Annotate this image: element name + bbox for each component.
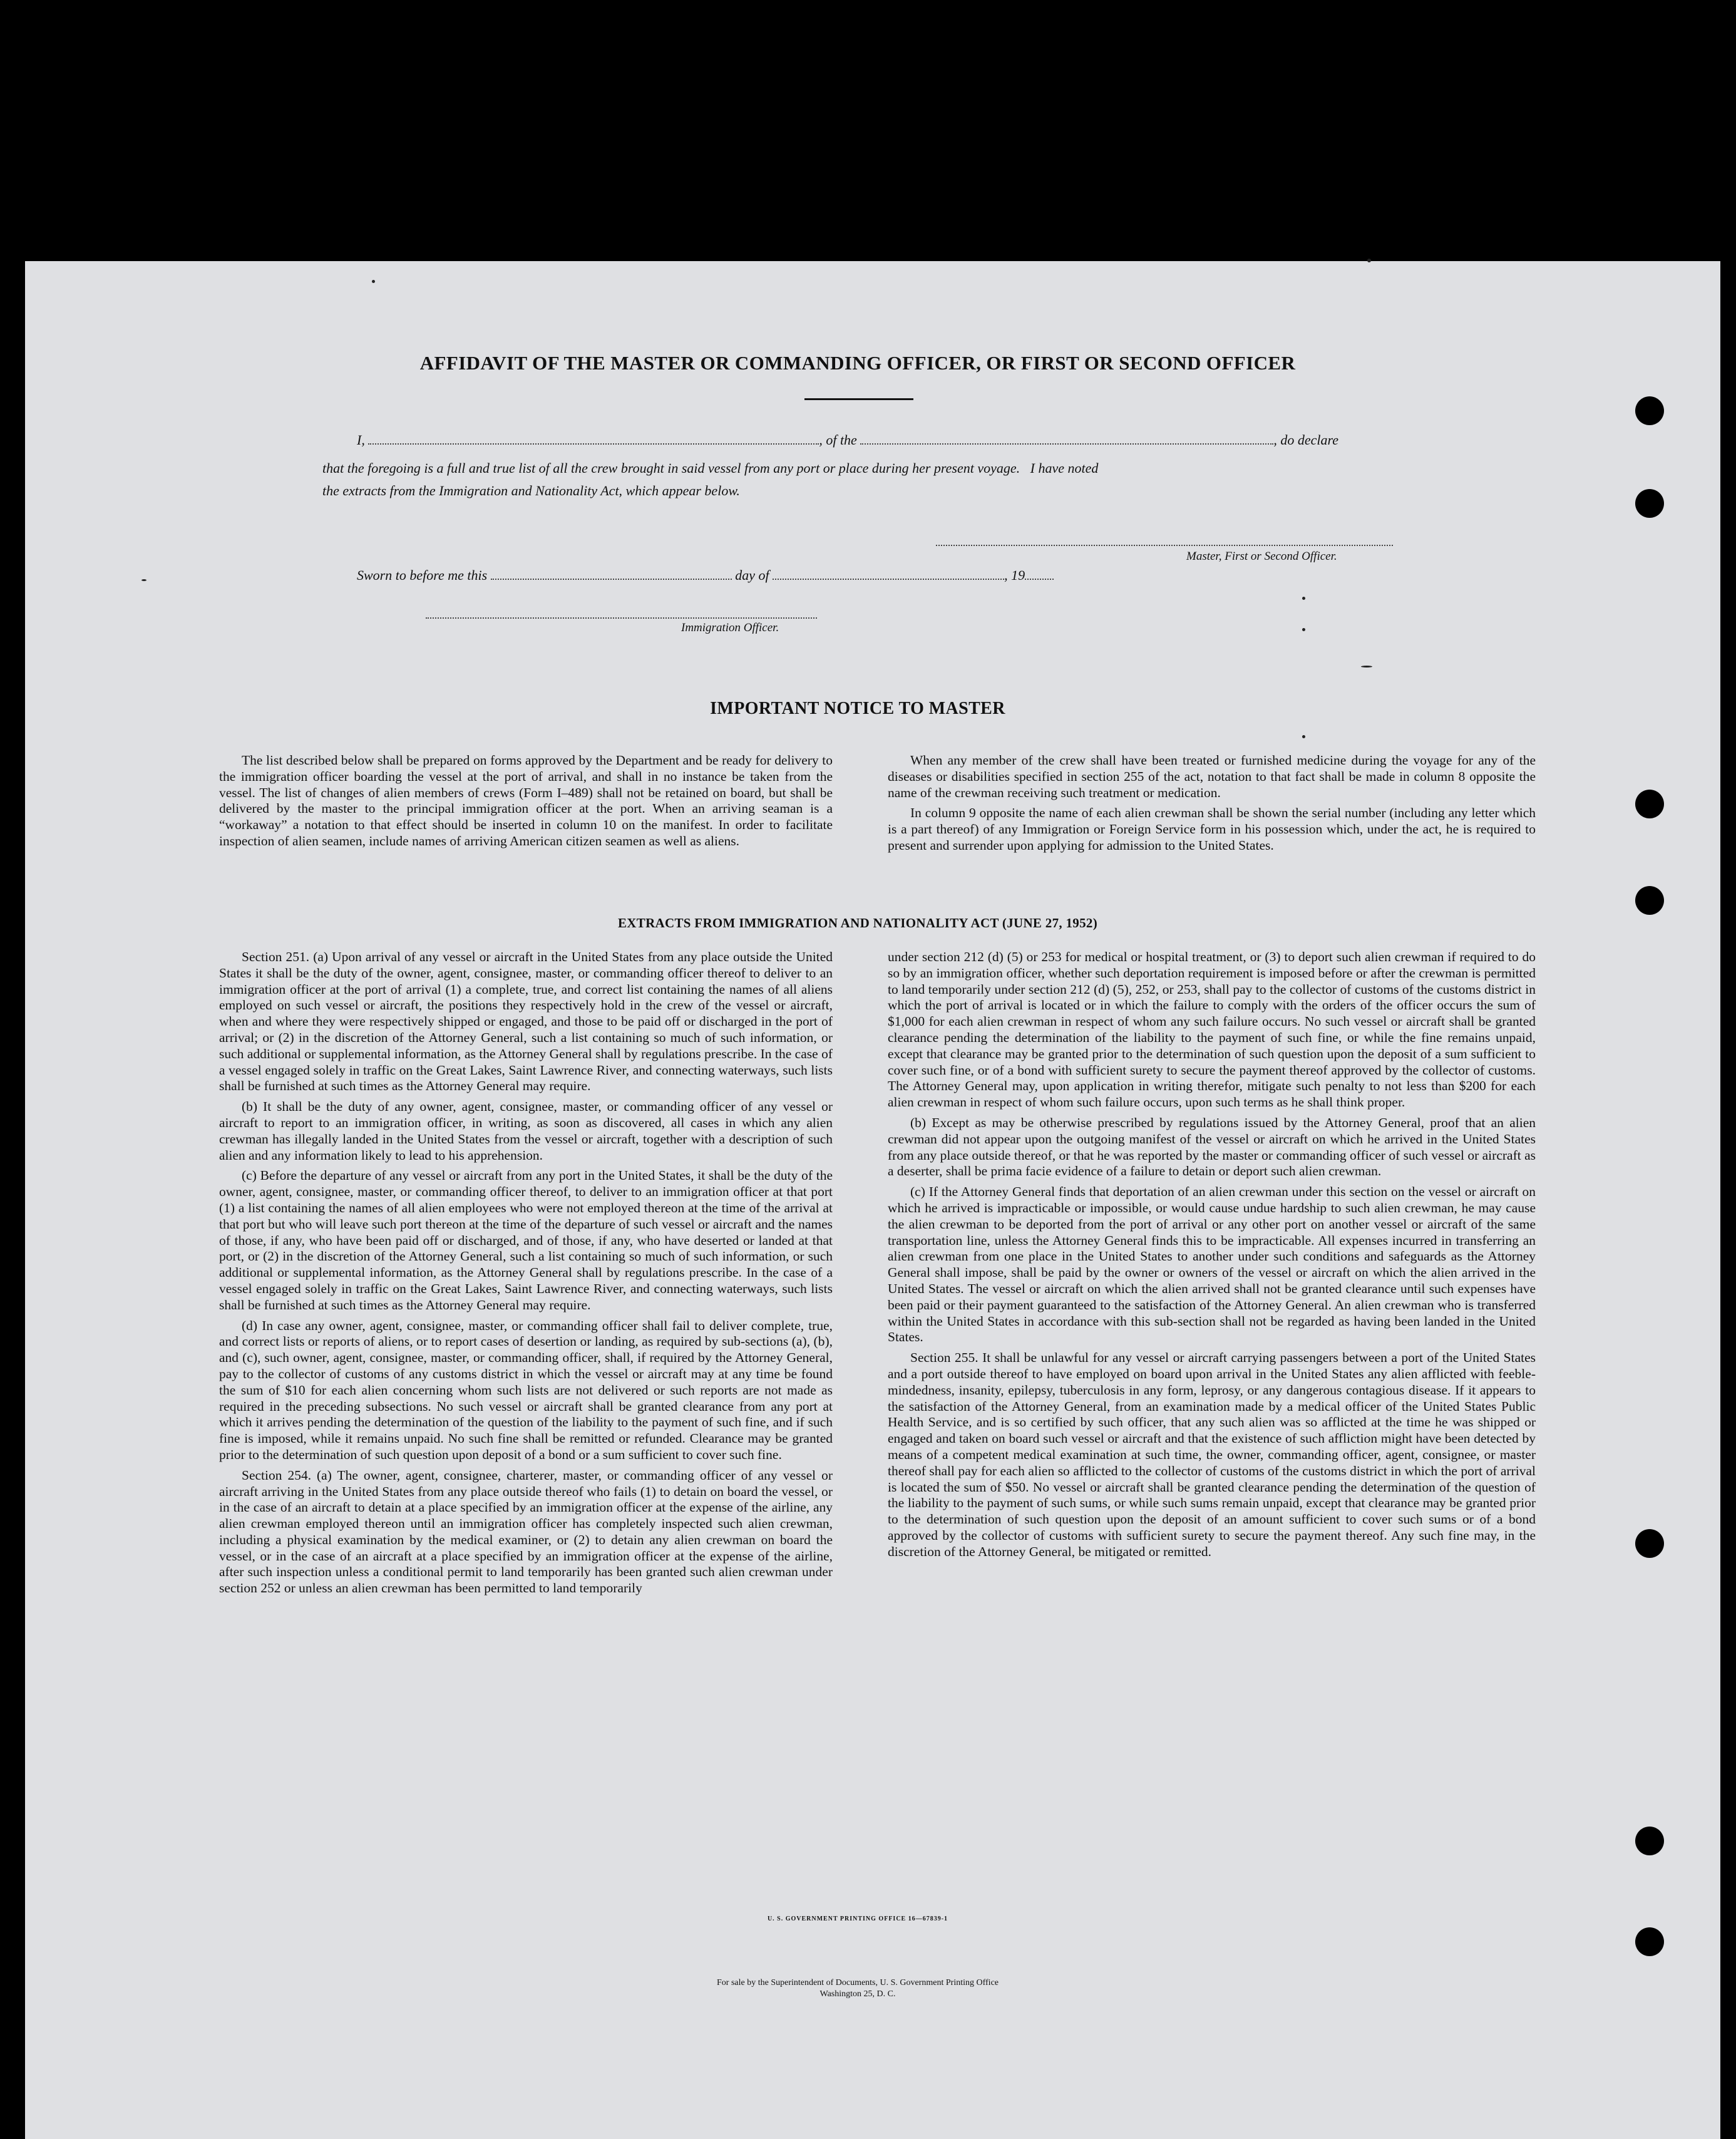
sworn-text: Sworn to before me this (357, 567, 488, 583)
ink-speck (141, 579, 146, 581)
officer-signature-line[interactable] (426, 617, 817, 619)
act-section-paragraph: (b) It shall be the duty of any owner, agent, consignee, master, or commanding officer of any vessel or aircraft to report to an immigration officer, in writing, as soon as discovered, all cases in which any alien crewman has illegally landed in the United States from the vessel or aircraft, together with a description of such alien and any information likely to lead to his apprehension. (219, 1099, 833, 1163)
notice-left-column (219, 753, 833, 854)
act-section-paragraph: Section 251. (a) Upon arrival of any vessel or aircraft in the United States from any place outside the United States it shall be the duty of the owner, agent, consignee, master, or commanding officer thereof to deliver to an immigration officer at the port of arrival (1) a complete, true, and correct list containing the names of all aliens employed on such vessel or aircraft, the positions they respectively hold in the crew of the vessel or aircraft, when and where they were respectively shipped or engaged, and those to be paid off or discharged in the port of arrival; or (2) in the discretion of the Attorney General, such a list containing so much of such information, or such additional or supplemental information, as the Attorney General shall by regulations prescribe. In the case of a vessel engaged solely in traffic on the Great Lakes, Saint Lawrence River, and connecting waterways, such lists shall be furnished at such times as the Attorney General may require. (219, 949, 833, 1094)
title-rule (804, 398, 913, 400)
notice-right-column (888, 753, 1536, 858)
act-section-paragraph: Section 255. It shall be unlawful for any vessel or aircraft carrying passengers between a port of the United States and a port outside thereof to have employed on board upon arrival in the United States any alien afflicted with feeble-mindedness, insanity, epilepsy, tuberculosis in any form, leprosy, or any dangerous contagious disease. If it appears to the satisfaction of the Attorney General, from an examination made by a medical officer of the United States Public Health Service, and is so certified by such officer, that any such alien was so afflicted at the time he was shipped or engaged and taken on board such vessel or aircraft and that the existence of such affliction might have been detected by means of a competent medical examination at such time, the owner, commanding officer, agent, consignee, or master thereof shall pay for each alien so afflicted to the collector of customs of the customs district in which the port of arrival is located the sum of $50. No vessel or aircraft shall be granted clearance pending the determination of the question of the liability to the payment of such sums, or while such sums remain unpaid, except that clearance may be granted prior to the determination of such question upon the deposit of an amount sufficient to cover such sums or of a bond approved by the collector of customs with sufficient surety to secure the payment thereof. Any such fine may, in the discretion of the Attorney General, be mitigated or remitted. (888, 1350, 1536, 1559)
sworn-day-field[interactable] (491, 567, 732, 580)
ink-speck (372, 280, 375, 283)
officer-label: Immigration Officer. (681, 621, 779, 634)
extracts-right-column (888, 949, 1536, 1564)
act-section-paragraph: under section 212 (d) (5) or 253 for medical or hospital treatment, or (3) to deport such alien crewman if required to do so by an immigration officer, whether such deportation requirement is imposed before or after the crewman is permitted to land temporarily under section 212 (d) (5), 252, or 253, shall pay to the collector of customs of the customs district in which the port of arrival is located or in which the failure to comply with the orders of the officer occurs the sum of $1,000 for each alien crewman in respect of whom any such failure occurs. No such vessel or aircraft shall be granted clearance pending the determination of the liability to the payment of such fine, or while the fine remains unpaid, except that clearance may be granted prior to the determination of such question upon the deposit of a sum sufficient to cover such fine, or of a bond with sufficient surety to secure the payment thereof approved by the collector of customs. The Attorney General may, upon application in writing therefor, mitigate such penalty to not less than $200 for each alien crewman in respect of whom such failure occurs, upon such terms as he shall think proper. (888, 949, 1536, 1110)
punch-hole (1635, 396, 1664, 425)
for-sale-line-1: For sale by the Superintendent of Documents, U. S. Government Printing Office (717, 1978, 999, 1987)
declare-text: , do declare (1273, 432, 1338, 448)
sworn-month-field[interactable] (773, 567, 1004, 580)
of-the-text: , of the (819, 432, 857, 448)
notice-paragraph: The list described below shall be prepared on forms approved by the Department and be ready for delivery to the immigration officer boarding the vessel at the port of arrival, and shall in no instance be taken from the vessel. The list of changes of alien members of crews (Form I–489) shall not be retained on board, but shall be delivered by the master to the principal immigration officer at the port. When an arriving seaman is a “workaway” a notation to that effect should be inserted in column 10 on the manifest. In order to facilitate inspection of alien seamen, include names of arriving American citizen seamen as well as aliens. (219, 753, 833, 848)
ink-speck (1361, 666, 1372, 667)
punch-hole (1635, 1529, 1664, 1558)
notice-paragraph: In column 9 opposite the name of each alien crewman shall be shown the serial number (including any letter which is a part thereof) of any Immigration or Foreign Service form in his possession which, under the act, he is required to present and surrender upon applying for admission to the United States. (888, 805, 1536, 853)
vessel-name-field[interactable] (860, 432, 1273, 445)
act-section-paragraph: Section 254. (a) The owner, agent, consignee, charterer, master, or commanding officer of any vessel or aircraft arriving in the United States from any place outside thereof who fails (1) to detain on board the vessel, or in the case of an aircraft to detain at a place specified by an immigration officer at the expense of the airline, any alien crewman employed thereon until an immigration officer has completely inspected such alien crewman, including a physical examination by the medical examiner, or (2) to detain any alien crewman on board the vessel, or in the case of an aircraft at a place specified by an immigration officer at the expense of the airline, after such inspection unless a conditional permit to land temporarily has been granted such alien crewman under section 252 or unless an alien crewman has been permitted to land temporarily (219, 1467, 833, 1596)
ink-speck (1302, 597, 1305, 600)
extracts-left-column (219, 949, 833, 1601)
master-signature-line[interactable] (936, 545, 1393, 546)
gpo-imprint: U. S. GOVERNMENT PRINTING OFFICE 16—67839-1 (767, 1915, 948, 1922)
for-sale-note (0, 1977, 1715, 2000)
ink-speck (1302, 628, 1305, 631)
act-section-paragraph: (c) Before the departure of any vessel or aircraft from any port in the United States, it shall be the duty of the owner, agent, consignee, master, or commanding officer thereof, to deliver to an immigration officer at that port (1) a list containing the names of all alien employees who were not employed thereon at the time of the arrival at that port but who will leave such port thereon at the time of the departure of such vessel or aircraft and the names of those, if any, who have been paid off or discharged, and of those, if any, who have deserted or landed at that port, or (2) in the discretion of the Attorney General, such a list containing so much of such information, or such additional or supplemental information, as the Attorney General shall by regulations prescribe. In the case of a vessel engaged solely in traffic on the Great Lakes, Saint Lawrence River, and connecting waterways, such lists shall be furnished at such times as the Attorney General may require. (219, 1168, 833, 1312)
act-section-paragraph: (c) If the Attorney General finds that deportation of an alien crewman under this section on the vessel or aircraft on which he arrived is impracticable or impossible, or would cause undue hardship to such alien crewman, he may cause the alien crewman to be deported from the port of arrival or any other port on another vessel or aircraft of the same transportation line, unless the Attorney General finds this to be impracticable. All expenses incurred in transferring an alien crewman from one place in the United States to another under such conditions and safeguards as the Attorney General shall impose, shall be paid by the owner or owners of the vessel or aircraft on which the alien arrived in the United States. The vessel or aircraft on which the alien arrived shall not be granted clearance until such expenses have been paid or their payment guaranteed to the satisfaction of the Attorney General. An alien crewman who is transferred within the United States in accordance with this sub-section shall not be regarded as having been landed in the United States. (888, 1184, 1536, 1345)
affidavit-line-3: the extracts from the Immigration and Nationality Act, which appear below. (322, 483, 740, 498)
year-prefix: , 19 (1004, 567, 1025, 583)
sworn-line (357, 567, 1233, 584)
affidavit-line-1 (357, 432, 1396, 448)
ink-speck (1367, 259, 1371, 262)
punch-hole (1635, 1827, 1664, 1855)
day-of-text: day of (735, 567, 769, 583)
extracts-title: EXTRACTS FROM IMMIGRATION AND NATIONALITY ACT (JUNE 27, 1952) (618, 915, 1097, 930)
act-section-paragraph: (d) In case any owner, agent, consignee, master, or commanding officer shall fail to deliver complete, true, and correct lists or reports of aliens, or to report cases of desertion or landing, as required by sub-sections (a), (b), and (c), such owner, agent, consignee, master, or commanding officer, shall, if required by the Attorney General, pay to the collector of customs of any customs district in which the vessel or aircraft may at any time be found the sum of $10 for each alien concerning whom such lists are not delivered or such reports are not made as required in the preceding subsections. No such vessel or aircraft shall be granted clearance from any port at which it arrives pending the determination of the question of the liability to the payment of such fine, and if such fine is imposed, while it remains unpaid. No such fine shall be remitted or refunded. Clearance may be granted prior to the determination of such question upon deposit of a bond or a sum sufficient to cover such fine. (219, 1317, 833, 1462)
master-label: Master, First or Second Officer. (1186, 550, 1337, 563)
affidavit-title: AFFIDAVIT OF THE MASTER OR COMMANDING OFFICER, OR FIRST OR SECOND OFFICER (419, 352, 1296, 374)
act-section-paragraph: (b) Except as may be otherwise prescribed by regulations issued by the Attorney General, proof that an alien crewman did not appear upon the outgoing manifest of the vessel or aircraft on which he arrived in the United States from any place outside thereof, or that he was reported by the master or commanding officer of such vessel or aircraft as a deserter, shall be prima facie evidence of a failure to detain or deport such alien crewman. (888, 1115, 1536, 1179)
affidavit-line-2: that the foregoing is a full and true list of all the crew brought in said vessel from any port or place during her present voyage. I have noted (322, 460, 1099, 476)
for-sale-line-2: Washington 25, D. C. (819, 1989, 896, 1999)
declarant-prefix: I, (357, 432, 365, 448)
notice-title: IMPORTANT NOTICE TO MASTER (710, 699, 1005, 718)
notice-paragraph: When any member of the crew shall have been treated or furnished medicine during the voyage for any of the diseases or disabilities specified in section 255 of the act, notation to that fact shall be made in column 8 opposite the name of the crewman receiving such treatment or medication. (888, 753, 1536, 800)
declarant-name-field[interactable] (368, 432, 819, 445)
punch-hole (1635, 886, 1664, 915)
sworn-year-field[interactable] (1025, 567, 1054, 580)
ink-speck (1302, 735, 1305, 738)
punch-hole (1635, 790, 1664, 818)
punch-hole (1635, 1927, 1664, 1956)
punch-hole (1635, 489, 1664, 518)
